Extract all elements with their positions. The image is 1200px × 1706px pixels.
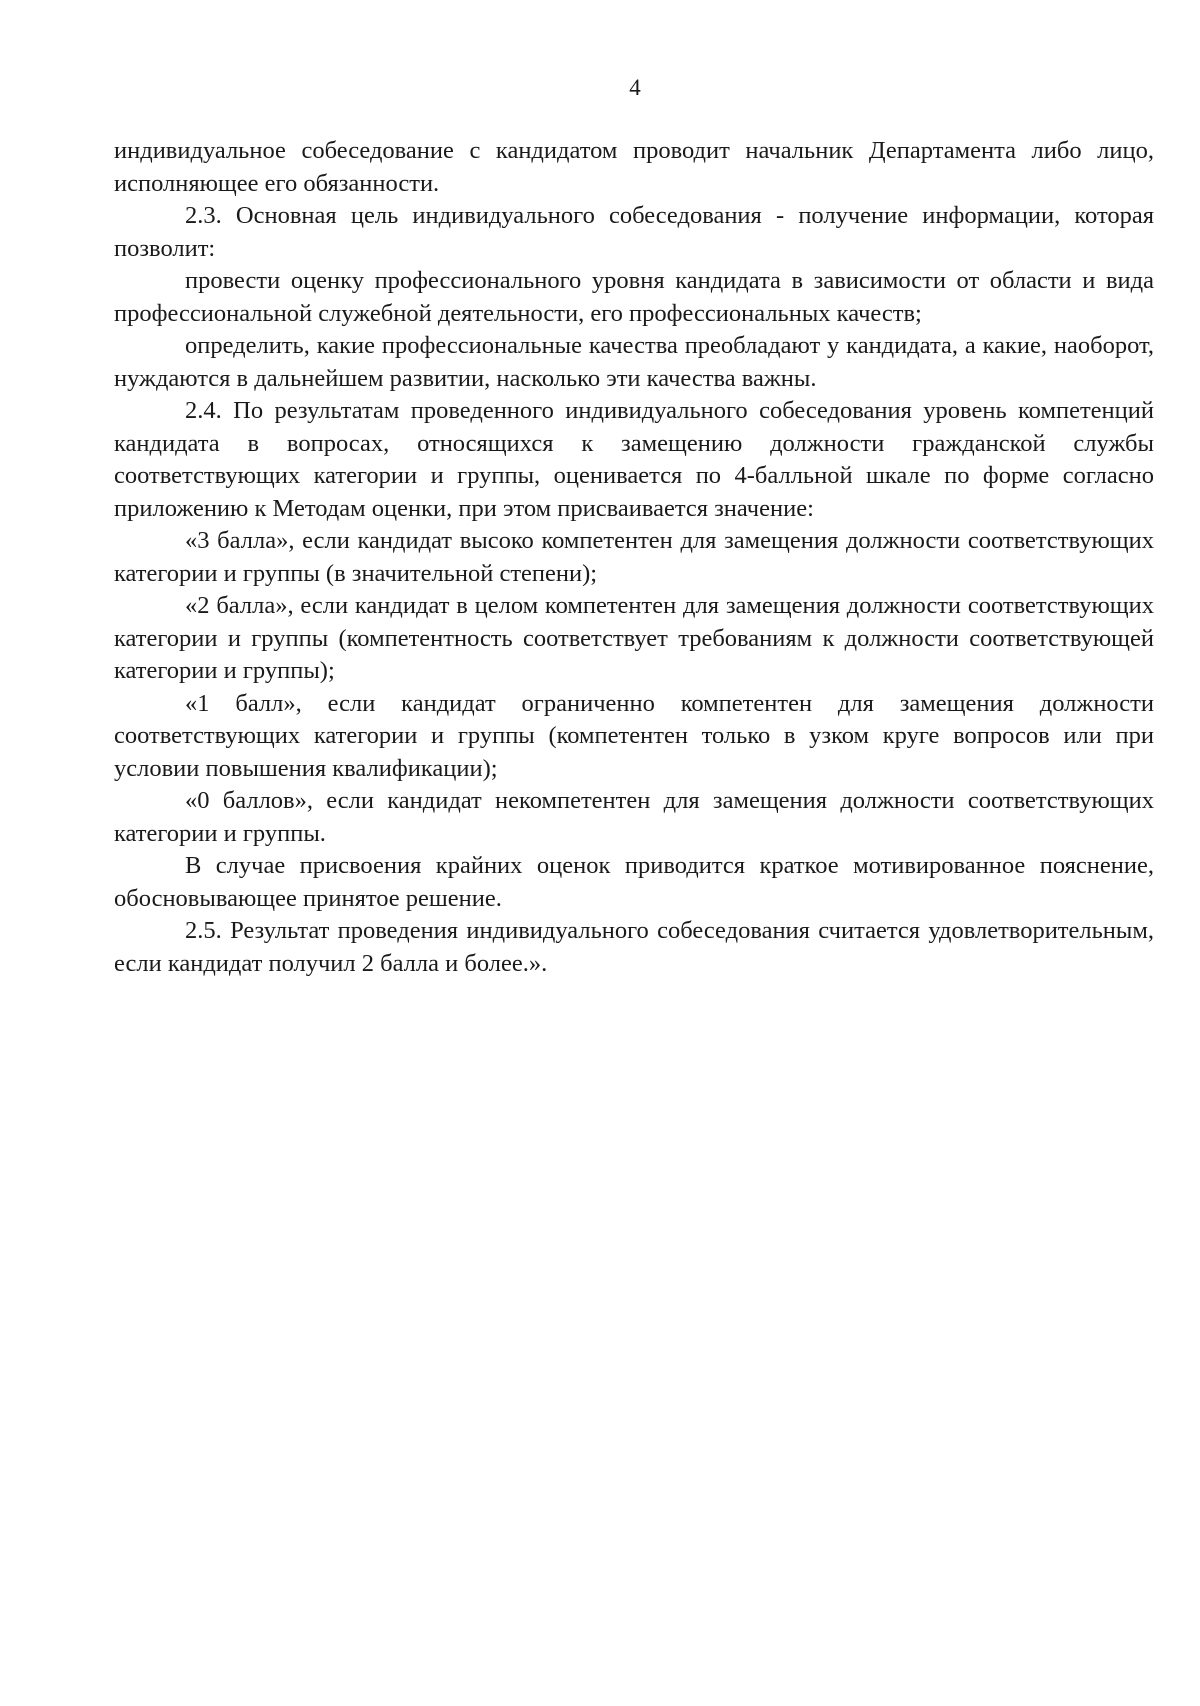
paragraph-determine-qualities: определить, какие профессиональные качества преобладают у кандидата, а какие, наоборот, нуждаются в дальнейшем развитии, насколько эти качества важны. [114,332,1154,392]
paragraph-extreme-scores: В случае присвоения крайних оценок приводится краткое мотивированное пояснение, обосновывающее принятое решение. [114,852,1154,912]
page-number: 4 [629,75,641,100]
paragraph-score-0: «0 баллов», если кандидат некомпетентен для замещения должности соответствующих категории и группы. [114,787,1154,847]
paragraph-assess-level: провести оценку профессионального уровня кандидата в зависимости от области и вида профессиональной служебной деятельности, его профессиональных качеств; [114,267,1154,327]
paragraph-continuation: индивидуальное собеседование с кандидатом проводит начальник Департамента либо лицо, исполняющее его обязанности. [114,137,1154,197]
document-body [114,135,1154,980]
paragraph-2-4: 2.4. По результатам проведенного индивидуального собеседования уровень компетенций кандидата в вопросах, относящихся к замещению должности гражданской службы соответствующих категории и группы, оценивается по 4-балльной шкале по форме согласно приложению к Методам оценки, при этом присваивается значение: [114,397,1154,522]
paragraph-2-5: 2.5. Результат проведения индивидуального собеседования считается удовлетворительным, если кандидат получил 2 балла и более.». [114,917,1154,977]
paragraph-score-1: «1 балл», если кандидат ограниченно компетентен для замещения должности соответствующих категории и группы (компетентен только в узком круге вопросов или при условии повышения квалификации); [114,689,1154,782]
paragraph-2-3: 2.3. Основная цель индивидуального собеседования - получение информации, которая позволит: [114,202,1154,262]
paragraph-score-2: «2 балла», если кандидат в целом компетентен для замещения должности соответствующих категории и группы (компетентность соответствует требованиям к должности соответствующей категории и группы); [114,592,1154,684]
paragraph-score-3: «3 балла», если кандидат высоко компетентен для замещения должности соответствующих категории и группы (в значительной степени); [114,527,1154,587]
